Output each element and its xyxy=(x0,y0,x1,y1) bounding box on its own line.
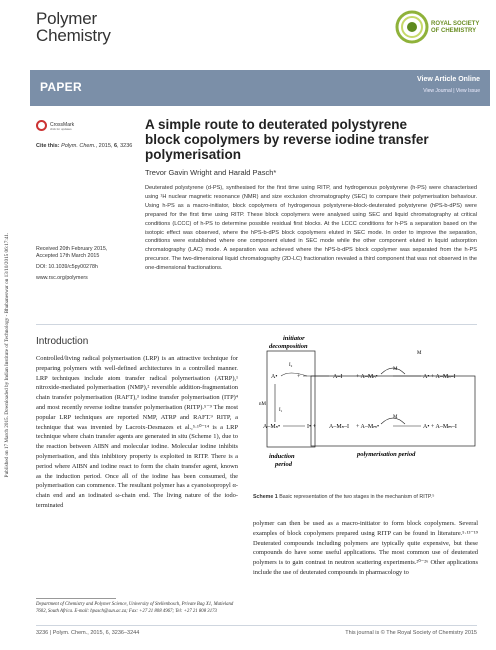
section-heading: Introduction xyxy=(36,336,89,347)
intro-right-column: polymer can then be used as a macro-initiator to form block copolymers. Several examples of block copolymers prepared using RITP can be found in literature.⁵·¹³⁻¹⁹ Deuterated compounds including polymers are typically quite expensive, but these compounds do have some useful applications. The most common use of deuterated polymers is to gain contrast in neutron scattering experiments.²⁰⁻²⁶ Other applications include the use of deuterated compounds in pharmacology to xyxy=(253,520,478,576)
journal-title-line1: Polymer xyxy=(36,9,97,28)
intro-left-column: Controlled/living radical polymerisation (LRP) is an attractive technique for preparing polymers with well-defined architectures in a controlled manner. LRP techniques include atom transfer radical polymerisation (ATRP),¹ nitroxide-mediated polymerisation (NMP),² reversible addition-fragmentation chain transfer polymerisation (RAFT),³ iodine transfer polymerisation (ITP)⁴ and most recently reverse iodine transfer polymerisation (RITP).⁵⁻⁹ The most popular LRP techniques are reported NMP, ATRP and RAFT.⁹ RITP, a technique that was invented by Lacroix-Desmazes et al.,⁵·¹⁰⁻¹⁴ is a LRP technique where chain transfer agents are generated in situ (Scheme 1), due to the reaction between AIBN and molecular iodine. Molecular iodine inhibits polymerisation, and this inhibitory property is exploited in RITP. There is a period where AIBN and iodine react to form the chain transfer agent, known as the induction period. Once all of the iodine has been consumed, the polymerisation can commence. The resultant polymer has a cyanoisopropyl α-chain end and an iodinated ω-chain end. The living nature of the iodo-terminated xyxy=(36,355,238,509)
article-type-banner xyxy=(30,70,490,106)
abstract: Deuterated polystyrene (d-PS), synthesised for the first time using RITP, and hydrogenous polystyrene (h-PS) were characterised using ¹H nuclear magnetic resonance (NMR) and size exclusion chromatography (SEC) to compare their polymerisation behaviour. Using h-PS as a macro-initiator, block copolymers of hydrogenous polystyrene-block-deuterated polystyrene (hPS-b-dPS) were prepared for the first time using RITP. These block copolymers were analysed using SEC and liquid chromatography at critical conditions (LCCC) of h-PS to determine possible residual first blocks. At the LCCC conditions for h-PS a separation based on the isotopic effect was observed, where the hPS-b-dPS block copolymers eluted in SEC mode. In order to improve the separation, conditions were established where one component eluted in SEC mode while the other component eluted in liquid adsorption chromatography (LAC) mode. A separation was achieved where the hPS-b-dPS block copolymer was separated from the h-PS precursor. The two-dimensional liquid chromatography (2D-LC) fractionation revealed a third component that was not observed in the one-dimensional fractionations. xyxy=(145,185,477,272)
article-type-label: PAPER xyxy=(40,80,82,94)
sym-m-top: M xyxy=(417,351,422,356)
sym-m2: M xyxy=(393,415,398,420)
polymerisation-box xyxy=(311,376,475,446)
sym-amni: A–Mₙ–I xyxy=(329,424,350,430)
sym-m1: M xyxy=(393,367,398,372)
sym-nm: nM xyxy=(259,402,266,407)
download-note-text: Published on 17 March 2015. Downloaded by Indian Institute of Technology - Bhubaneswar on 13/10/2015 06:17:41. xyxy=(4,232,10,478)
journal-url[interactable]: www.rsc.org/polymers xyxy=(36,275,88,281)
cite-prefix: Cite this: xyxy=(36,143,60,149)
doi[interactable]: DOI: 10.1039/c5py00278h xyxy=(36,264,98,270)
sym-amn-radical: A–Mₙ• xyxy=(263,424,281,430)
authors: Trevor Gavin Wright and Harald Pasch* xyxy=(145,168,277,177)
publisher-line2: OF CHEMISTRY xyxy=(431,28,477,34)
crossmark-sub: click for updates xyxy=(50,127,72,131)
scheme-caption xyxy=(253,494,478,501)
sym-plus-1: + xyxy=(297,374,301,380)
sym-i2: I₂ xyxy=(289,363,293,368)
arrow-i2 xyxy=(281,373,307,376)
crossmark-icon xyxy=(36,120,47,131)
footer-citation: 3236 | Polym. Chem., 2015, 6, 3236–3244 xyxy=(36,630,140,636)
citation: Cite this: Polym. Chem., 2015, 6, 3236 xyxy=(36,143,133,149)
scheme-1-diagram xyxy=(253,330,478,488)
article-title: A simple route to deuterated polystyrene block copolymers by reverse iodine transfer polymerisation xyxy=(145,117,429,162)
cite-pages: 3236 xyxy=(120,143,133,149)
label-initiator: initiator xyxy=(283,335,305,342)
view-journal-issue-link[interactable]: View Journal | View Issue xyxy=(423,88,480,94)
label-induction: induction xyxy=(269,453,295,460)
received-info xyxy=(36,246,136,282)
cite-volume: 6 xyxy=(113,143,118,149)
rsc-crest-icon xyxy=(395,10,429,44)
footer-rule xyxy=(36,625,477,626)
sym-amn: + A–Mₙ• xyxy=(356,374,378,380)
publisher-line1: ROYAL SOCIETY xyxy=(431,21,480,27)
download-note xyxy=(4,90,14,620)
accepted-date: Accepted 17th March 2015 xyxy=(36,253,100,259)
affiliation-footnote: Department of Chemistry and Polymer Science, University of Stellenbosch, Private Bag X1, Matieland 7602, South Africa. E-mail: hpasch@sun.ac.za; Fax: +27 21 808 4967; Tel: +27 21 808 3173 xyxy=(36,602,234,614)
cite-journal: Polym. Chem. xyxy=(61,143,96,149)
label-polymerisation: polymerisation period xyxy=(357,451,416,458)
sym-plus-amm: + A–Mₘ• xyxy=(356,424,380,430)
sym-i1: I₁ xyxy=(279,408,283,413)
scheme-caption-label: Scheme 1 xyxy=(253,494,278,500)
cite-rest: , 2015, xyxy=(95,143,113,149)
sym-prod2: A• + A–Mₘ–I xyxy=(423,424,457,430)
section-divider xyxy=(36,324,477,325)
label-period: period xyxy=(275,461,292,468)
publisher-logo[interactable] xyxy=(395,10,485,50)
received-date: Received 20th February 2015, xyxy=(36,246,108,252)
crossmark-badge[interactable] xyxy=(36,120,78,132)
footer-copyright: This journal is © The Royal Society of Chemistry 2015 xyxy=(345,630,477,636)
footnote-rule xyxy=(36,598,116,599)
crossmark-label: CrossMark xyxy=(50,122,75,128)
scheme-caption-text: Basic representation of the two stages in the mechanism of RITP.⁵ xyxy=(279,494,435,500)
sym-a-radical: A• xyxy=(271,374,278,380)
sym-prod1: A• + A–Mₙ–I xyxy=(423,374,456,380)
journal-title xyxy=(36,10,111,44)
journal-title-line2: Chemistry xyxy=(36,26,111,45)
sym-ai: A–I xyxy=(333,374,343,380)
label-decomposition: decomposition xyxy=(269,343,308,350)
sym-i-radical: I• + xyxy=(307,424,316,430)
view-article-online-link[interactable]: View Article Online xyxy=(416,76,480,83)
